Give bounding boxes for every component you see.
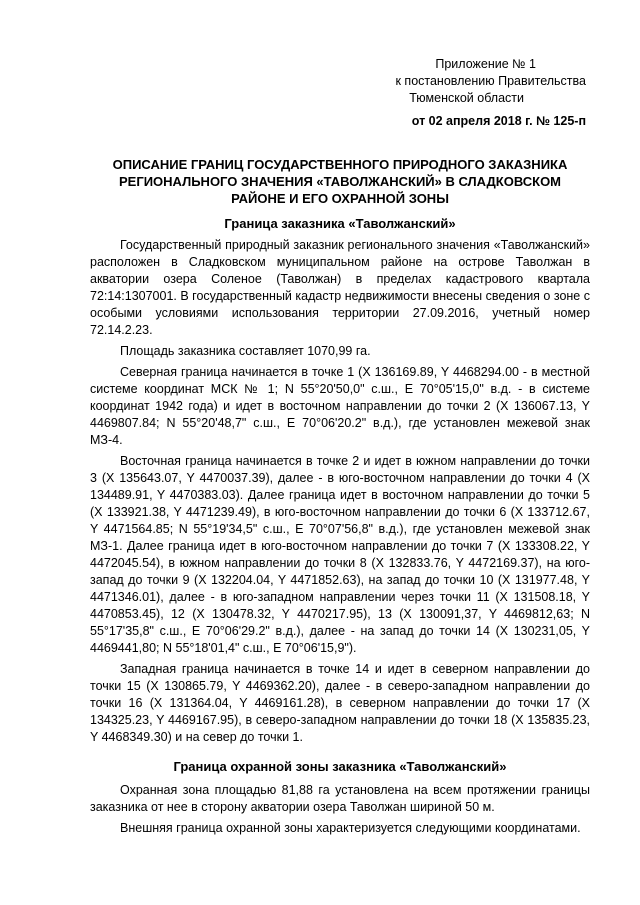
annex-block	[90, 56, 590, 130]
annex-number: Приложение № 1	[435, 57, 536, 71]
annex-date: от 02 апреля 2018 г. № 125-п	[411, 114, 586, 128]
section-heading-reserve-boundary: Граница заказника «Таволжанский»	[224, 216, 456, 231]
document-title: ОПИСАНИЕ ГРАНИЦ ГОСУДАРСТВЕННОГО ПРИРОДНОГО ЗАКАЗНИКА РЕГИОНАЛЬНОГО ЗНАЧЕНИЯ «ТАВОЛЖАНСКИЙ» В СЛАДКОВСКОМ РАЙОНЕ И ЕГО ОХРАННОЙ ЗОНЫ	[112, 157, 568, 206]
annex-region: Тюменской области	[409, 91, 524, 105]
section-heading-protection-zone: Граница охранной зоны заказника «Таволжанский»	[173, 759, 507, 774]
document-page	[90, 56, 590, 841]
paragraph: Западная граница начинается в точке 14 и идет в северном направлении до точки 15 (X 130865.79, Y 4469362.20), далее - в северо-западном направлении до точки 16 (X 131364.04, Y 4469161.28), в северном направлении до точки 17 (X 134325.23, Y 4469167.95), в северо-западном направлении до точки 18 (X 135835.23, Y 4468349.30) и на север до точки 1.	[90, 662, 590, 744]
paragraph: Государственный природный заказник регионального значения «Таволжанский» расположен в Сладковском муниципальном районе на острове Таволжан в акватории озера Соленое (Таволжан) в пределах кадастрового квартала 72:14:1307001. В государственный кадастр недвижимости внесены сведения о зоне с особыми условиями использования территории 27.09.2016, учетный номер 72.14.2.23.	[90, 238, 590, 337]
paragraph: Площадь заказника составляет 1070,99 га.	[120, 344, 371, 358]
paragraph: Внешняя граница охранной зоны характеризуется следующими координатами.	[120, 821, 581, 835]
paragraph: Охранная зона площадью 81,88 га установлена на всем протяжении границы заказника от нее в сторону акватории озера Таволжан шириной 50 м.	[90, 783, 590, 814]
paragraph: Восточная граница начинается в точке 2 и идет в южном направлении до точки 3 (X 135643.07, Y 4470037.39), далее - в юго-восточном направлении до точки 4 (X 134489.91, Y 4470383.03). Далее граница идет в восточном направлении до точки 5 (X 133921.38, Y 4471239.49), в юго-восточном направлении до точки 6 (X 133712.67, Y 4471564.85; N 55°19'34,5" с.ш., E 70°07'56,8" в.д.), где установлен межевой знак МЗ-1. Далее граница идет в юго-восточном направлении до точки 7 (X 133308.22, Y 4472045.54), в южном направлении до точки 8 (X 132833.76, Y 4472169.37), на юго-запад до точки 9 (X 132204.04, Y 4471852.63), на запад до точки 10 (X 131977.48, Y 4471346.01), далее - в юго-западном направлении через точки 11 (X 131508.18, Y 4470853.45), 12 (X 130478.32, Y 4470217.95), 13 (X 130091,37, Y 4469812,63; N 55°17'35,8" с.ш., E 70°06'29.2" в.д.), далее - на запад до точки 14 (X 130231,05, Y 4469441,80; N 55°18'01,4" с.ш., E 70°06'15,9").	[90, 454, 590, 655]
annex-reference: к постановлению Правительства	[395, 74, 586, 88]
paragraph: Северная граница начинается в точке 1 (X 136169.89, Y 4468294.00 - в местной системе координат МСК № 1; N 55°20'50,0" с.ш., E 70°05'15,0" в.д. - в системе координат 1942 года) и идет в восточном направлении до точки 2 (X 136067.13, Y 4469807.84; N 55°20'48,7" с.ш., E 70°06'20.2" в.д.), где установлен межевой знак МЗ-4.	[90, 365, 590, 447]
